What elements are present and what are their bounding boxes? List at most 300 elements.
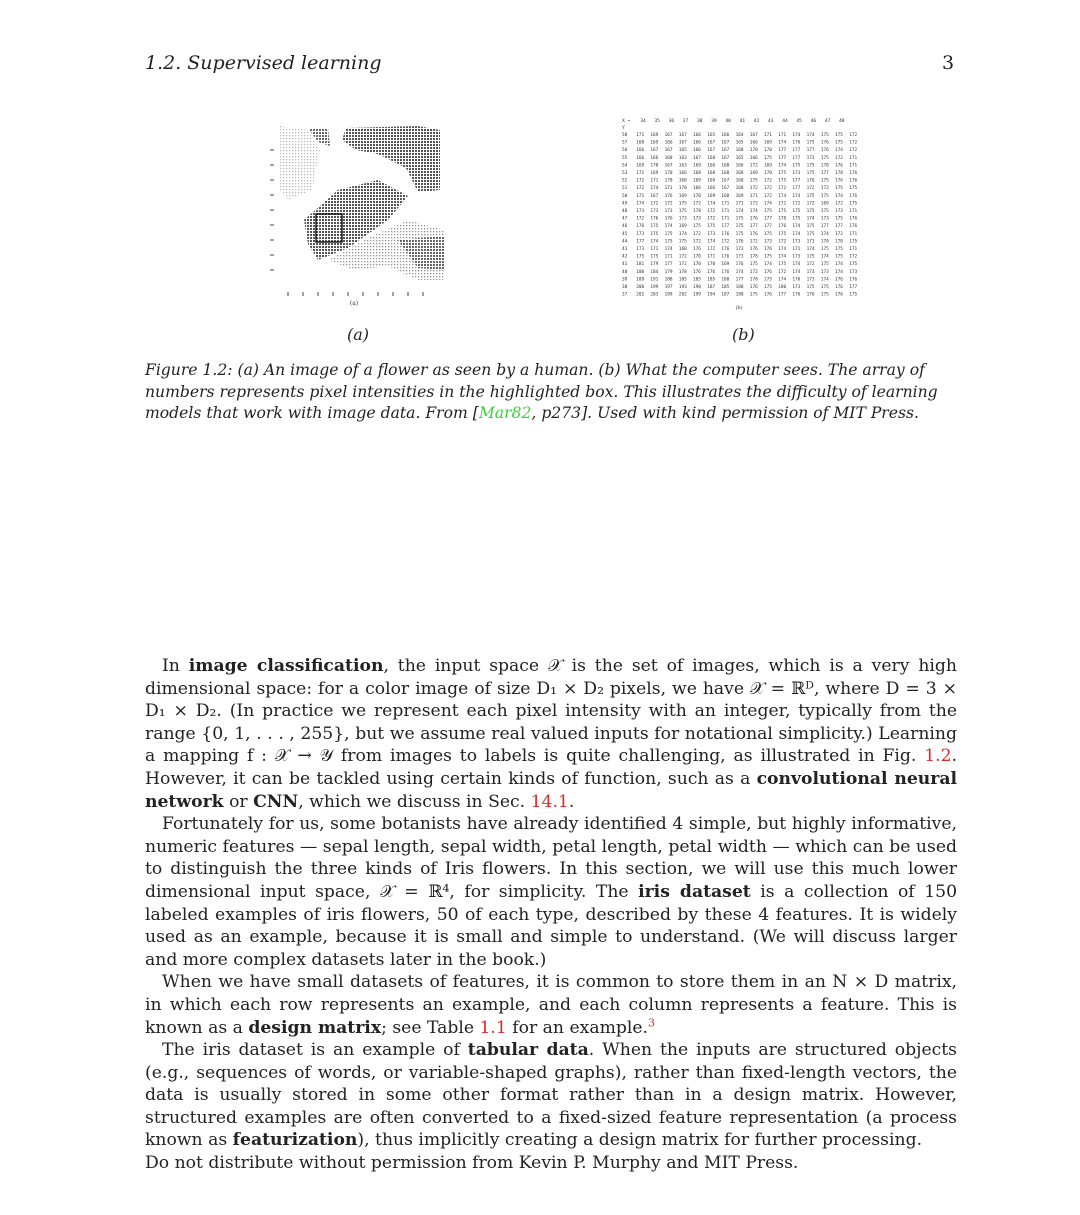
grid-cell: 175 (693, 224, 701, 230)
grid-cell: 169 (693, 163, 701, 169)
grid-cell: 172 (849, 133, 858, 138)
grid-cell: 176 (792, 277, 801, 283)
grid-cell: 168 (707, 171, 716, 176)
grid-cell: 175 (650, 224, 659, 230)
grid-cell: 170 (835, 239, 843, 245)
grid-cell: 174 (835, 262, 843, 268)
grid-cell: 175 (820, 247, 829, 252)
grid-cell: 166 (678, 171, 687, 176)
grid-cell: 176 (849, 216, 858, 222)
running-header: 1.2. Supervised learning (145, 52, 382, 74)
grid-cell: 189 (636, 277, 645, 283)
grid-header-cell: 34 (640, 119, 646, 124)
grid-cell: 174 (806, 216, 815, 222)
grid-cell: 175 (636, 254, 645, 260)
grid-cell: 176 (749, 231, 758, 237)
image-tiny-label: (a) (349, 300, 359, 306)
grid-cell: 174 (764, 201, 772, 207)
grid-cell: 179 (664, 269, 673, 275)
grid-row-label: 48 (622, 209, 628, 214)
grid-cell: 168 (678, 247, 687, 252)
grid-row-label: 50 (622, 193, 628, 199)
grid-cell: 163 (678, 163, 687, 169)
grid-cell: 168 (721, 163, 730, 169)
grid-cell: 176 (764, 269, 772, 275)
grid-cell: 172 (849, 140, 858, 146)
grid-cell: 165 (735, 155, 744, 161)
grid-row-label: 42 (622, 254, 628, 260)
grid-cell: 175 (735, 216, 744, 222)
grid-cell: 172 (849, 254, 858, 260)
grid-cell: 166 (693, 186, 701, 192)
grid-cell: 172 (721, 239, 730, 245)
grid-cell: 169 (749, 171, 758, 176)
grid-cell: 173 (849, 269, 858, 275)
grid-cell: 194 (707, 292, 716, 298)
grid-row-label: 38 (622, 285, 628, 290)
grid-cell: 167 (721, 178, 730, 184)
grid-cell: 175 (735, 224, 744, 230)
grid-cell: 178 (678, 269, 687, 275)
grid-cell: 177 (636, 239, 645, 245)
grid-cell: 173 (820, 269, 829, 275)
grid-cell: 174 (806, 247, 815, 252)
grid-cell: 174 (778, 247, 787, 252)
grid-cell: 171 (636, 171, 645, 176)
grid-cell: 167 (664, 163, 673, 169)
grid-cell: 176 (835, 292, 843, 298)
grid-cell: 176 (764, 247, 772, 252)
grid-cell: 172 (693, 231, 701, 237)
grid-header-cell: 41 (739, 119, 746, 124)
grid-cell: 175 (650, 231, 659, 237)
page-number: 3 (942, 52, 955, 74)
grid-cell: 168 (735, 148, 744, 154)
grid-cell: 166 (735, 163, 744, 169)
grid-cell: 172 (749, 201, 758, 207)
grid-cell: 174 (835, 193, 843, 199)
grid-cell: 175 (749, 262, 758, 268)
grid-cell: 168 (707, 155, 716, 161)
table-reference-link[interactable]: 1.1 (479, 1017, 507, 1038)
grid-cell: 175 (678, 239, 687, 245)
grid-cell: 185 (693, 277, 701, 283)
grid-cell: 173 (678, 216, 687, 222)
grid-cell: 175 (735, 231, 744, 237)
grid-cell: 174 (792, 193, 801, 199)
grid-cell: 174 (650, 186, 659, 192)
grid-cell: 172 (764, 186, 772, 192)
grid-cell: 175 (806, 209, 815, 214)
grid-row-label: 40 (622, 269, 628, 275)
footnote-marker[interactable]: 3 (648, 1015, 656, 1029)
grid-cell: 175 (806, 163, 815, 169)
grid-cell: 176 (835, 277, 843, 283)
grid-cell: 176 (806, 292, 815, 298)
grid-cell: 174 (792, 224, 801, 230)
grid-cell: 172 (764, 193, 772, 199)
grid-cell: 177 (806, 148, 815, 154)
grid-cell: 175 (820, 133, 829, 138)
grid-cell: 184 (650, 269, 659, 275)
grid-row-label: 53 (622, 171, 628, 176)
grid-cell: 169 (678, 224, 687, 230)
grid-cell: 175 (849, 262, 858, 268)
grid-cell: 174 (650, 239, 659, 245)
grid-cell: 172 (707, 209, 716, 214)
grid-cell: 174 (778, 254, 787, 260)
subfigure-label-a: (a) (347, 325, 370, 344)
grid-cell: 175 (664, 239, 673, 245)
grid-cell: 178 (820, 163, 829, 169)
grid-row-label: 54 (622, 163, 628, 169)
grid-cell: 178 (778, 216, 787, 222)
grid-cell: 173 (735, 254, 744, 260)
grid-cell: 176 (820, 140, 829, 146)
grid-cell: 171 (849, 231, 858, 237)
grid-cell: 172 (636, 178, 645, 184)
grid-cell: 169 (764, 140, 772, 146)
grid-cell: 177 (764, 224, 772, 230)
grid-cell: 171 (636, 133, 645, 138)
citation-link[interactable]: Mar82 (478, 404, 532, 422)
grid-cell: 173 (820, 216, 829, 222)
grid-cell: 175 (820, 209, 829, 214)
grid-cell: 169 (820, 201, 829, 207)
grid-cell: 175 (820, 262, 829, 268)
grid-cell: 175 (650, 254, 659, 260)
flower-image (268, 120, 446, 306)
grid-cell: 177 (664, 262, 673, 268)
grid-cell: 176 (778, 224, 787, 230)
grid-cell: 174 (778, 193, 787, 199)
grid-cell: 170 (749, 148, 758, 154)
grid-cell: 174 (664, 247, 673, 252)
grid-cell: 176 (735, 262, 744, 268)
grid-cell: 163 (678, 155, 687, 161)
grid-header-cell: 48 (839, 119, 845, 124)
grid-cell: 175 (806, 193, 815, 199)
grid-cell: 180 (721, 277, 730, 283)
grid-cell: 167 (664, 133, 673, 138)
grid-cell: 174 (792, 262, 801, 268)
grid-cell: 173 (792, 171, 801, 176)
grid-cell: 200 (636, 285, 645, 290)
grid-cell: 170 (693, 254, 701, 260)
grid-cell: 176 (806, 178, 815, 184)
grid-cell: 176 (707, 269, 716, 275)
grid-cell: 165 (707, 133, 716, 138)
grid-header-cell: 42 (753, 119, 760, 124)
grid-cell: 176 (735, 239, 744, 245)
grid-cell: 167 (664, 148, 673, 154)
paragraph-iris-features: Fortunately for us, some botanists have already identified 4 simple, but highly informative, numeric features — sepal length, sepal width, petal length, petal width — which can be used to distinguish the three kinds of Iris flowers. In this section, we will use this much lower dimensional input space, 𝒳 = ℝ⁴, for simplicity. The iris dataset is a collection of 150 labeled examples of iris flowers, 50 of each type, described by these 4 features. It is widely used as an example, because it is small and simple to understand. (We will discuss larger and more complex datasets later in the book.) (145, 814, 958, 970)
grid-tiny-label: (b) (735, 305, 743, 311)
grid-cell: 175 (835, 186, 843, 192)
grid-cell: 174 (820, 277, 829, 283)
grid-cell: 168 (735, 171, 744, 176)
grid-cell: 173 (636, 247, 645, 252)
grid-cell: 172 (636, 186, 645, 192)
grid-cell: 172 (749, 186, 758, 192)
grid-cell: 167 (693, 155, 701, 161)
grid-cell: 176 (693, 247, 701, 252)
grid-cell: 175 (835, 133, 843, 138)
grid-cell: 167 (721, 140, 730, 146)
grid-cell: 175 (806, 171, 815, 176)
grid-cell: 175 (835, 254, 843, 260)
grid-cell: 167 (650, 193, 659, 199)
grid-cell: 175 (778, 262, 787, 268)
grid-cell: 172 (636, 216, 645, 222)
grid-row-label: 47 (622, 216, 628, 222)
grid-cell: 169 (650, 133, 659, 138)
grid-cell: 168 (735, 186, 744, 192)
grid-cell: 178 (749, 254, 758, 260)
grid-cell: 176 (849, 193, 858, 199)
grid-cell: 168 (693, 171, 701, 176)
grid-cell: 166 (693, 140, 701, 146)
grid-cell: 170 (707, 262, 716, 268)
grid-cell: 167 (678, 133, 687, 138)
grid-cell: 180 (778, 285, 787, 290)
grid-cell: 173 (650, 209, 659, 214)
grid-cell: 187 (721, 292, 730, 298)
grid-cell: 176 (849, 171, 858, 176)
grid-cell: 175 (764, 209, 772, 214)
grid-cell: 175 (820, 285, 829, 290)
grid-cell: 173 (835, 209, 843, 214)
grid-cell: 172 (650, 201, 659, 207)
grid-header-cell: 39 (711, 119, 717, 124)
grid-cell: 175 (664, 231, 673, 237)
grid-cell: 177 (721, 224, 730, 230)
grid-cell: 174 (749, 209, 758, 214)
grid-cell: 179 (650, 262, 659, 268)
grid-cell: 171 (778, 133, 787, 138)
grid-cell: 185 (707, 277, 716, 283)
grid-row-label: 58 (622, 133, 628, 138)
grid-cell: 172 (778, 269, 787, 275)
grid-cell: 171 (707, 254, 716, 260)
grid-cell: 171 (650, 178, 659, 184)
grid-cell: 177 (792, 186, 801, 192)
grid-row-label: 52 (622, 178, 628, 184)
grid-cell: 165 (678, 148, 687, 154)
grid-cell: 175 (792, 209, 801, 214)
grid-cell: 169 (764, 163, 772, 169)
grid-cell: 190 (693, 285, 701, 290)
grid-cell: 173 (636, 231, 645, 237)
grid-header-cell: 37 (682, 119, 689, 124)
grid-cell: 169 (650, 171, 659, 176)
grid-cell: 177 (820, 224, 829, 230)
grid-cell: 171 (721, 201, 730, 207)
grid-header-cell: 40 (725, 119, 731, 124)
grid-cell: 185 (721, 285, 730, 290)
grid-cell: 173 (764, 239, 772, 245)
grid-cell: 173 (806, 155, 815, 161)
grid-cell: 176 (749, 285, 758, 290)
grid-cell: 169 (678, 193, 687, 199)
grid-cell: 176 (721, 231, 730, 237)
grid-cell: 167 (721, 148, 730, 154)
grid-cell: 175 (820, 155, 829, 161)
grid-cell: 170 (764, 171, 772, 176)
grid-cell: 176 (792, 292, 801, 298)
grid-cell: 173 (806, 277, 815, 283)
grid-cell: 193 (678, 285, 687, 290)
grid-cell: 171 (636, 193, 645, 199)
grid-cell: 176 (664, 193, 673, 199)
grid-cell: 175 (778, 231, 787, 237)
grid-cell: 175 (806, 140, 815, 146)
grid-cell: 172 (749, 239, 758, 245)
grid-cell: 174 (764, 262, 772, 268)
grid-cell: 172 (806, 186, 815, 192)
grid-cell: 175 (678, 209, 687, 214)
grid-cell: 176 (820, 148, 829, 154)
grid-cell: 171 (721, 209, 730, 214)
grid-cell: 176 (721, 254, 730, 260)
grid-cell: 173 (735, 247, 744, 252)
grid-cell: 177 (735, 277, 744, 283)
grid-cell: 172 (749, 163, 758, 169)
grid-cell: 171 (764, 133, 772, 138)
grid-cell: 173 (693, 216, 701, 222)
grid-cell: 176 (849, 224, 858, 230)
grid-cell: 171 (650, 247, 659, 252)
grid-row-label: 45 (622, 231, 628, 237)
paragraph-design-matrix: When we have small datasets of features, it is common to store them in an N × D matrix, in which each row represents an example, and each column represents a feature. This is known as a design matrix; see Table 1.1 for an example.$^3$ (145, 972, 957, 1038)
grid-cell: 164 (735, 133, 744, 138)
grid-cell: 166 (693, 148, 701, 154)
page-footer: Do not distribute without permission from Kevin P. Murphy and MIT Press. (145, 1153, 799, 1173)
grid-cell: 175 (835, 216, 843, 222)
grid-cell: 180 (735, 285, 744, 290)
section-reference-link[interactable]: 14.1 (530, 791, 569, 812)
grid-cell: 174 (835, 269, 843, 275)
grid-cell: 177 (820, 171, 829, 176)
grid-cell: 172 (806, 201, 815, 207)
grid-cell: 175 (849, 292, 858, 298)
grid-cell: 172 (820, 186, 829, 192)
grid-cell: 174 (806, 133, 815, 138)
grid-cell: 172 (678, 254, 687, 260)
grid-cell: 167 (650, 148, 659, 154)
grid-cell: 172 (707, 247, 716, 252)
grid-rows (622, 132, 857, 298)
grid-header-cell: 45 (796, 119, 802, 124)
grid-cell: 170 (693, 193, 701, 199)
grid-cell: 169 (636, 163, 645, 169)
grid-row-label: 51 (622, 186, 628, 192)
grid-cell: 171 (664, 186, 673, 192)
grid-cell: 175 (764, 231, 772, 237)
grid-cell: 185 (678, 277, 687, 283)
grid-header-cell: 38 (697, 119, 703, 124)
grid-cell: 199 (693, 292, 701, 298)
grid-cell: 175 (849, 201, 858, 207)
grid-cell: 166 (707, 186, 716, 192)
grid-cell: 172 (693, 239, 701, 245)
grid-header-cell: X → (622, 119, 631, 124)
grid-cell: 169 (707, 193, 716, 199)
grid-cell: 172 (707, 216, 716, 222)
grid-row-label: 37 (622, 292, 628, 298)
grid-cell: 172 (778, 201, 787, 207)
grid-cell: 171 (849, 163, 858, 169)
grid-cell: 177 (792, 155, 801, 161)
pixel-value-grid (620, 114, 858, 312)
grid-cell: 175 (792, 163, 801, 169)
grid-cell: 175 (778, 178, 787, 184)
grid-cell: 174 (820, 231, 829, 237)
grid-cell: 176 (792, 140, 801, 146)
subfigure-label-b: (b) (732, 325, 755, 344)
grid-cell: 174 (835, 148, 843, 154)
grid-cell: 176 (721, 247, 730, 252)
figure-reference-link[interactable]: 1.2 (924, 746, 952, 767)
body-text (145, 655, 957, 1152)
grid-cell: 167 (707, 140, 716, 146)
grid-cell: 177 (849, 285, 858, 290)
grid-cell: 166 (650, 155, 659, 161)
grid-cell: 175 (849, 186, 858, 192)
grid-cell: 175 (849, 239, 858, 245)
grid-cell: 174 (707, 201, 716, 207)
grid-row-label: 55 (622, 155, 628, 161)
grid-cell: 171 (849, 209, 858, 214)
grid-cell: 170 (764, 148, 772, 154)
grid-header-cell: 43 (768, 119, 774, 124)
grid-cell: 174 (636, 201, 645, 207)
grid-cell: 180 (735, 292, 744, 298)
grid-cell: 175 (806, 224, 815, 230)
grid-cell: 187 (707, 285, 716, 290)
grid-header-cell: 44 (782, 119, 788, 124)
grid-y-arrow: Y (622, 126, 625, 131)
grid-cell: 170 (678, 186, 687, 192)
grid-cell: 175 (806, 231, 815, 237)
grid-cell: 175 (806, 254, 815, 260)
grid-cell: 172 (835, 231, 843, 237)
grid-cell: 197 (664, 285, 673, 290)
grid-cell: 174 (820, 254, 829, 260)
grid-row-label: 43 (622, 247, 628, 252)
grid-cell: 174 (778, 140, 787, 146)
grid-cell: 202 (636, 292, 645, 298)
grid-cell: 175 (820, 193, 829, 199)
grid-cell: 167 (721, 186, 730, 192)
grid-cell: 171 (849, 247, 858, 252)
grid-column-headers (622, 118, 845, 131)
grid-cell: 174 (735, 269, 744, 275)
grid-cell: 173 (792, 239, 801, 245)
grid-cell: 166 (636, 148, 645, 154)
grid-cell: 174 (735, 209, 744, 214)
grid-cell: 174 (678, 231, 687, 237)
grid-cell: 167 (721, 155, 730, 161)
grid-cell: 169 (735, 193, 744, 199)
grid-cell: 168 (636, 140, 645, 146)
grid-cell: 170 (664, 171, 673, 176)
grid-cell: 169 (707, 178, 716, 184)
grid-cell: 172 (749, 269, 758, 275)
grid-cell: 172 (678, 262, 687, 268)
grid-cell: 177 (778, 148, 787, 154)
grid-cell: 177 (764, 216, 772, 222)
